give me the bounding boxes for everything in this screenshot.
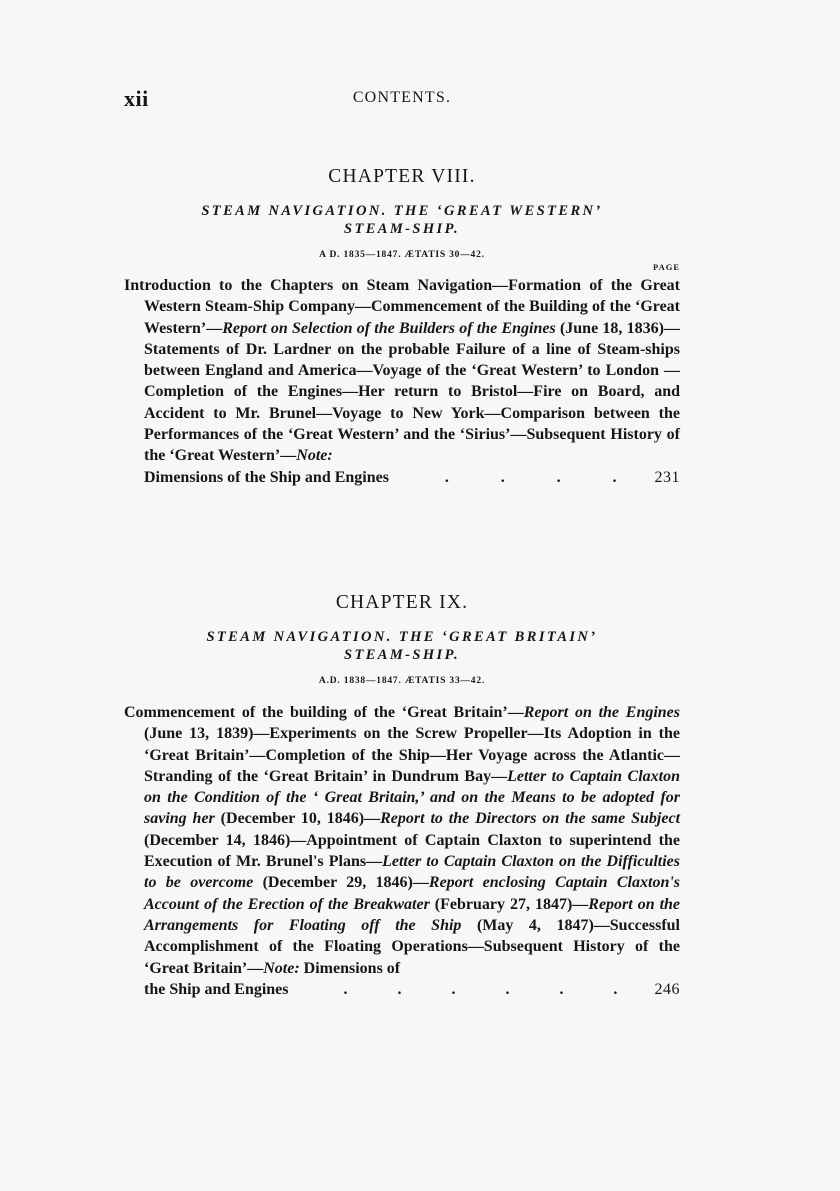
summary-text: (December 14, 1846)—Appointment of Captain Claxton to superintend the Execution of Mr. Brunel's Plans—: [144, 831, 680, 871]
summary-italic-text: Report enclosing Captain Claxton's Account of the Erection of the Breakwater: [144, 874, 681, 913]
summary-italic-text: Note:: [296, 447, 333, 465]
running-title: CONTENTS.: [352, 89, 452, 106]
summary-text: (February 27, 1847)—: [429, 895, 589, 913]
chapter-title: CHAPTER VIII.: [328, 166, 476, 187]
chapter-title: CHAPTER IX.: [335, 592, 469, 613]
chapter-summary: [124, 275, 680, 467]
page-number: 246: [654, 980, 680, 998]
chapter-subtitle-line: STEAM-SHIP.: [344, 647, 460, 663]
page-column-label: PAGE: [653, 262, 680, 272]
chapter-subtitle: [124, 202, 680, 238]
summary-italic-text: Note:: [263, 959, 300, 977]
summary-text: (December 29, 1846)—: [253, 874, 429, 892]
summary-text: Dimensions of: [299, 959, 401, 977]
summary-italic-text: Letter to Captain Claxton on the Condition of the ‘ Great Britain,’ and on the Means to be adopted for saving her: [144, 767, 680, 828]
summary-text: (June 18, 1836)—Statements of Dr. Lardner on the probable Failure of a line of Steam-ships between England and America—Voyage of the ‘Great Western’ to London —Completion of the Engines—Her return to Bristol—Fire on Board, and Accident to Mr. Brunel—Voyage to New York—Comparison between the Performances of the ‘Great Western’ and the ‘Sirius’—Subsequent History of the ‘Great Western’—: [144, 319, 680, 465]
summary-text: Commencement of the building of the ‘Great Britain’—: [124, 704, 524, 721]
chapter-subtitle: [124, 628, 680, 664]
summary-last-line-text: Dimensions of the Ship and Engines: [144, 468, 389, 486]
dot-leader: . . . . . .: [343, 980, 618, 998]
summary-italic-text: Report on the Engines: [523, 704, 681, 721]
summary-text: (June 13, 1839)—Experiments on the Screw Propeller—Its Adoption in the ‘Great Britain’—Completion of the Ship—Her Voyage across the Atlantic—Stranding of the ‘Great Britain’ in Dundrum Bay—: [144, 725, 680, 785]
summary-last-line: [124, 979, 680, 1000]
chapter-subtitle-line: STEAM NAVIGATION. THE ‘GREAT BRITAIN’: [206, 629, 598, 645]
dot-leader: . . . .: [444, 468, 617, 486]
chapter-subtitle-line: STEAM NAVIGATION. THE ‘GREAT WESTERN’: [201, 203, 603, 219]
summary-italic-text: Report on Selection of the Builders of the Engines: [222, 319, 556, 337]
page-number: 231: [654, 468, 680, 486]
summary-text: (December 10, 1846)—: [214, 810, 381, 828]
chapter-subtitle-line: STEAM-SHIP.: [344, 221, 460, 237]
summary-italic-text: Report on the Arrangements for Floating off the Ship: [144, 895, 681, 934]
chapter-viii-entry: [124, 166, 680, 488]
summary-italic-text: Report to the Directors on the same Subject: [380, 810, 681, 828]
chapter-ix-entry: [124, 592, 680, 1000]
chapter-dates: A.D. 1838—1847. ÆTATIS 33—42.: [318, 676, 486, 686]
summary-italic-text: Letter to Captain Claxton on the Difficulties to be overcome: [144, 853, 681, 892]
summary-last-line: [124, 467, 680, 488]
summary-last-line-text: the Ship and Engines: [144, 980, 289, 998]
page-folio: xii: [124, 86, 149, 111]
summary-text: (May 4, 1847)—Successful Accomplishment of the Floating Operations—Subsequent History of the ‘Great Britain’—: [144, 916, 680, 977]
chapter-dates: A D. 1835—1847. ÆTATIS 30—42.: [319, 250, 485, 260]
summary-text: Introduction to the Chapters on Steam Navigation—Formation of the Great Western Steam-Ship Company—Commencement of the Building of the ‘Great Western’—: [124, 277, 680, 337]
chapter-summary: [124, 702, 680, 979]
page-header: [124, 86, 680, 116]
